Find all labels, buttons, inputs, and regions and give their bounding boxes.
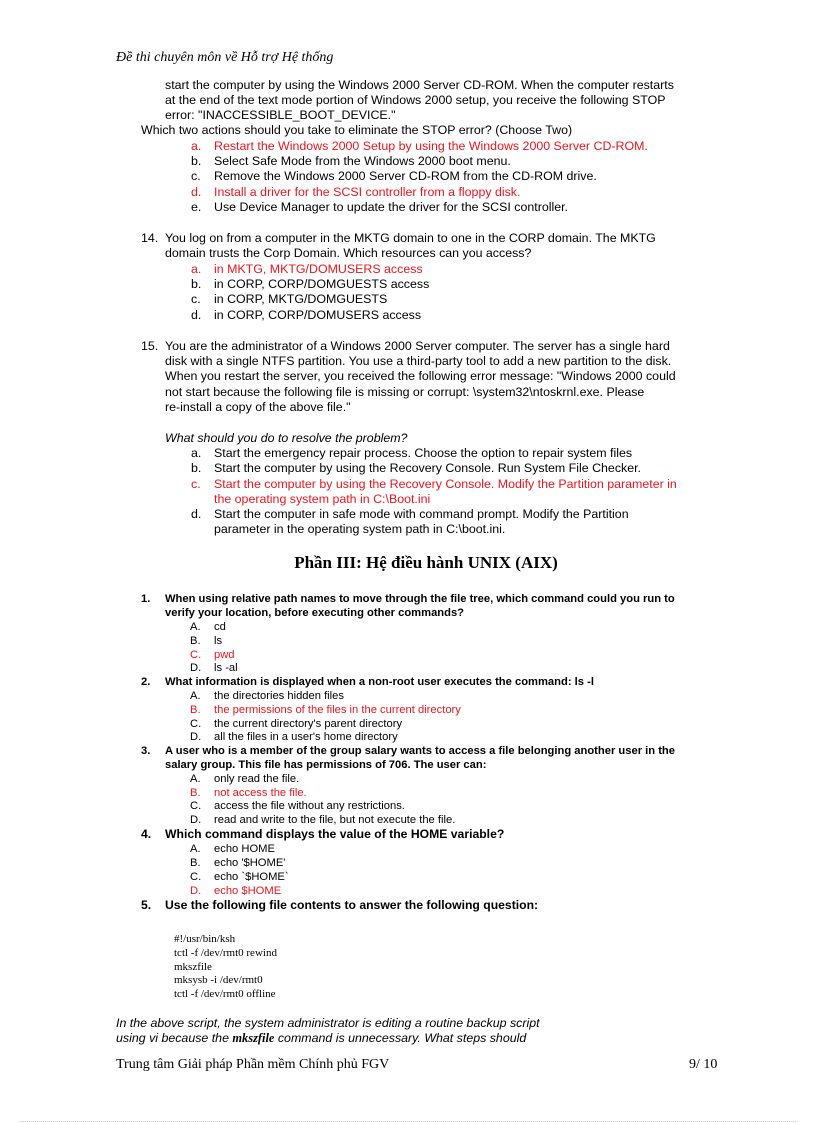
code-line-1: #!/usr/bin/ksh [174, 933, 236, 945]
q13-line-3: error: "INACCESSIBLE_BOOT_DEVICE." [165, 108, 396, 122]
footer-left: Trung tâm Giải pháp Phần mềm Chính phủ FGV [116, 1057, 390, 1072]
tail-line-1: In the above script, the system administrator is editing a routine backup script [116, 1016, 540, 1030]
q13-line-1: start the computer by using the Windows 2000 Server CD-ROM. When the computer restarts [165, 78, 674, 92]
q15-stem-line-4: not start because the following file is missing or corrupt: \system32\ntoskrnl.exe. Please [165, 385, 645, 399]
code-line-3: mkszfile [174, 961, 212, 973]
section-title: Phần III: Hệ điều hành UNIX (AIX) [294, 553, 558, 572]
tail-line-2: using vi because the mkszfile command is unnecessary. What steps should [116, 1031, 527, 1045]
u1-stem-line-2: verify your location, before executing other commands? [165, 607, 465, 619]
u4-number: 4. [141, 827, 152, 841]
q15-option-c-line-2: the operating system path in C:\Boot.ini [214, 492, 431, 506]
footer-page-number: 9/ 10 [689, 1057, 718, 1072]
u2-number: 2. [141, 676, 151, 688]
code-line-5: tctl -f /dev/rmt0 offline [174, 988, 276, 1000]
page-header: Đề thi chuyên môn về Hỗ trợ Hệ thống [116, 50, 334, 65]
tail-command: mkszfile [232, 1031, 275, 1045]
q14-stem-line-2: domain trusts the Corp Domain. Which resources can you access? [165, 246, 532, 260]
q15-stem-line-3: When you restart the server, you received the following error message: "Windows 2000 could [165, 369, 676, 383]
u3-number: 3. [141, 745, 151, 757]
page-bottom-divider [20, 1121, 796, 1122]
q15-option-d-line-2: parameter in the operating system path in C:\boot.ini. [214, 522, 506, 536]
q14-number: 14. [141, 231, 159, 245]
q15-number: 15. [141, 339, 159, 353]
u5-number: 5. [141, 898, 152, 912]
q13-line-2: at the end of the text mode portion of Windows 2000 setup, you receive the following STOP [165, 93, 666, 107]
u1-number: 1. [141, 593, 151, 605]
code-line-4: mksysb -i /dev/rmt0 [174, 974, 263, 986]
q15-stem-line-5: re-install a copy of the above file." [165, 400, 351, 414]
q15-question: What should you do to resolve the problem? [165, 431, 408, 445]
u3-stem-line-2: salary group. This file has permissions of 706. The user can: [165, 759, 487, 771]
q15-stem-line-2: disk with a single NTFS partition. You use a third-party tool to add a new partition to the disk. [165, 354, 672, 368]
code-line-2: tctl -f /dev/rmt0 rewind [174, 947, 277, 959]
q13-question: Which two actions should you take to eliminate the STOP error? (Choose Two) [141, 123, 573, 137]
